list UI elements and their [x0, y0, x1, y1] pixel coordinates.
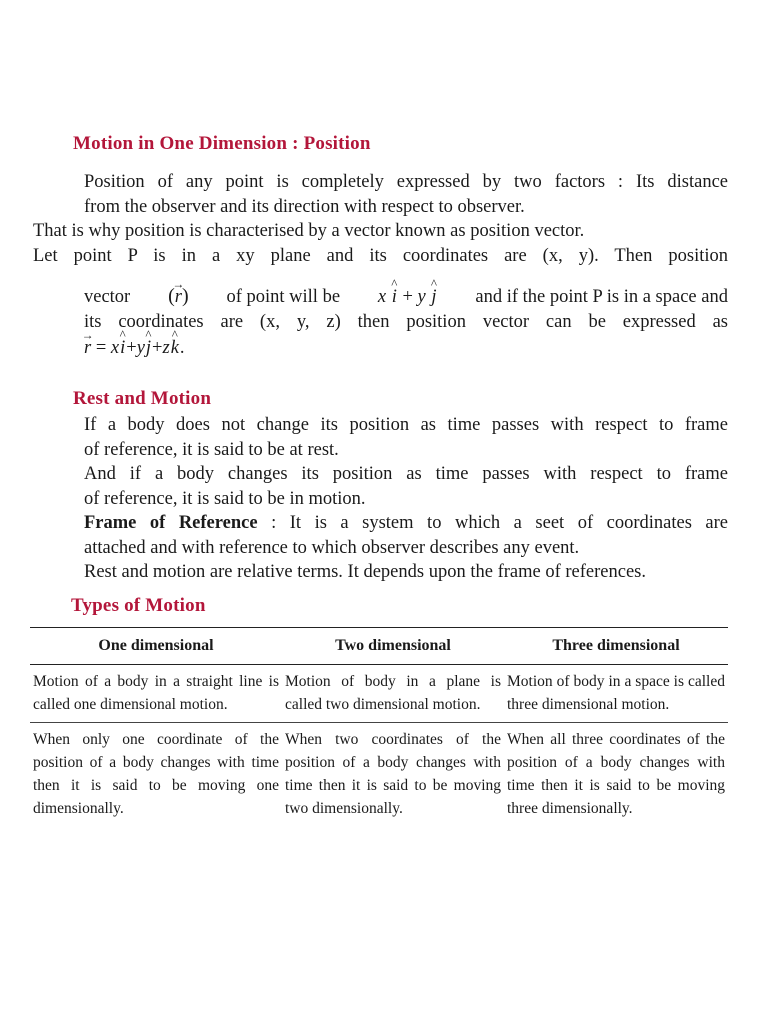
table-header-one-dimensional: One dimensional: [30, 628, 282, 665]
table-row: [30, 723, 728, 827]
position-line-3: That is why position is characterised by a vector known as position vector.: [33, 221, 585, 241]
rest-p1-line-1: If a body does not change its position as time passes with respect to frame: [84, 415, 728, 435]
formula-xyz-j-hat: ^ j: [145, 336, 152, 361]
heading-types-of-motion: Types of Motion: [71, 595, 206, 616]
formula-xyz-plus-2: +: [152, 338, 163, 358]
table-cell: Motion of body in a space is called three dimensional motion.: [504, 665, 728, 723]
frame-of-reference-def: : It is a system to which a seet of coordinates are: [257, 513, 728, 533]
heading-position: Motion in One Dimension : Position: [73, 133, 371, 154]
motion-types-table: [30, 627, 728, 826]
formula-xyz-r: → r: [84, 336, 91, 361]
formula-xyz-period: .: [179, 338, 185, 358]
position-paragraph-3: [84, 284, 728, 361]
position-line-2: from the observer and its direction with respect to observer.: [84, 196, 525, 217]
formula-xy-plus: +: [402, 287, 413, 307]
position-paragraph-1: [84, 170, 728, 219]
frame-of-reference-term: Frame of Reference: [84, 513, 258, 533]
table-cell: Motion of body in a plane is called two dimensional motion.: [282, 665, 504, 723]
table-cell: When only one coordinate of the position of a body changes with time then it is said to be moving one dimensionally.: [33, 731, 279, 817]
point-will-be-text: of point will be: [226, 287, 341, 307]
vector-r-symbol: → r: [175, 285, 182, 310]
formula-xy: [378, 285, 438, 310]
position-line-5: [84, 284, 728, 310]
table-row: [30, 665, 728, 723]
formula-xyz-k-hat: ^ k: [170, 336, 180, 361]
rest-p3-line-1: [84, 511, 728, 536]
table-cell: When all three coordinates of the position of a body changes with time then it is said to be moving three dimensionally.: [507, 731, 725, 817]
rest-p2-line-1: And if a body changes its position as time passes with respect to frame: [84, 464, 728, 484]
position-line-4: Let point P is in a xy plane and its coordinates are (x, y). Then position: [33, 245, 728, 266]
rest-p4: Rest and motion are relative terms. It depends upon the frame of references.: [84, 562, 646, 582]
table-cell: Motion of a body in a straight line is called one dimensional motion.: [30, 665, 282, 723]
formula-xy-j-hat: ^ j: [430, 285, 437, 310]
table-header-row: [30, 628, 728, 665]
table-cell: When two coordinates of the position of a body changes with time then it is said to be moving two dimensionally.: [285, 731, 501, 817]
point-in-space-text: and if the point P is in a space and: [475, 287, 728, 307]
formula-xyz-y: y: [136, 338, 145, 358]
position-line-6: its coordinates are (x, y, z) then position vector can be expressed as: [84, 311, 728, 332]
position-line-1: Position of any point is completely expressed by two factors : Its distance: [84, 172, 728, 192]
formula-xy-i-hat: ^ i: [391, 285, 398, 310]
formula-xy-y: y: [417, 287, 426, 307]
formula-xyz-z: z: [162, 338, 170, 358]
formula-xyz-x: x: [110, 338, 120, 358]
position-paragraph-2: [33, 219, 728, 268]
formula-xyz: [84, 336, 728, 361]
heading-rest-and-motion: Rest and Motion: [73, 388, 212, 409]
rest-p3-line-2: attached and with reference to which observer describes any event.: [84, 537, 580, 558]
rest-p1-line-2: of reference, it is said to be at rest.: [84, 439, 339, 460]
formula-xyz-plus-1: +: [126, 338, 137, 358]
formula-xy-x: x: [377, 287, 387, 307]
table-header-two-dimensional: Two dimensional: [282, 628, 504, 665]
formula-xyz-i-hat: ^ i: [119, 336, 126, 361]
rest-section: [84, 413, 728, 585]
position-vector-label: vector: [84, 287, 131, 307]
vector-r-paren: (→ r): [168, 284, 189, 310]
table-header-three-dimensional: Three dimensional: [504, 628, 728, 665]
rest-p2-line-2: of reference, it is said to be in motion.: [84, 488, 366, 509]
formula-xyz-eq: =: [95, 338, 107, 358]
